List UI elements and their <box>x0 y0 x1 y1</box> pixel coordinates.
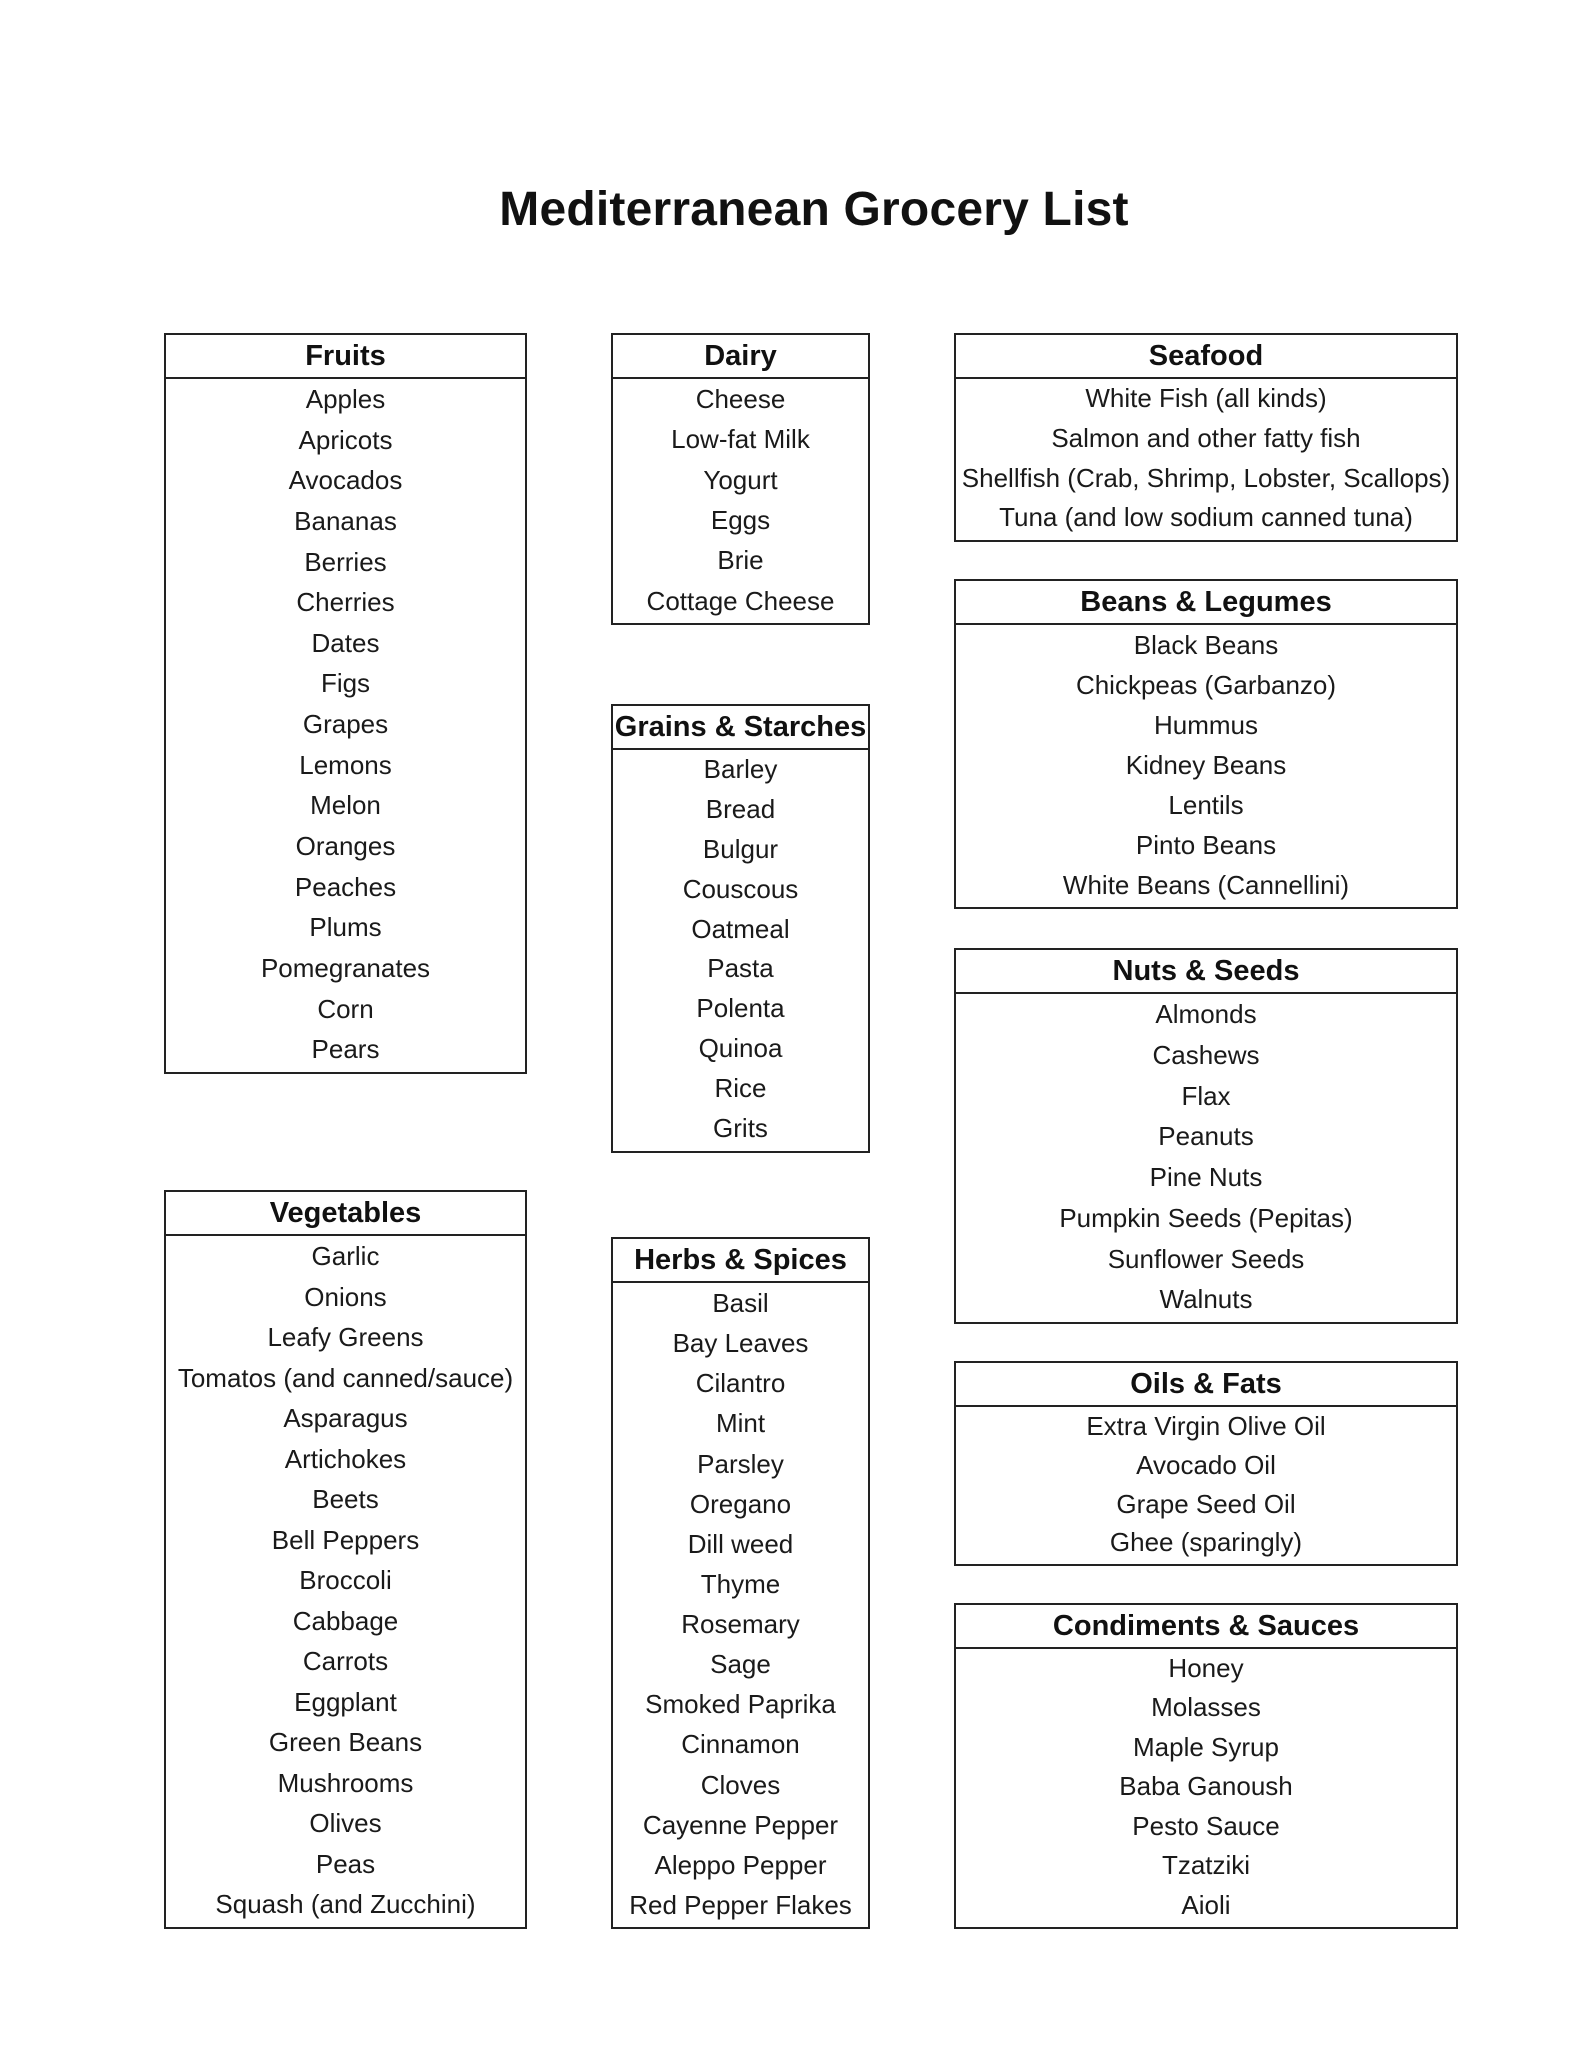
list-item: Salmon and other fatty fish <box>1051 422 1361 453</box>
list-item: Maple Syrup <box>1133 1731 1279 1762</box>
list-item: Apples <box>305 384 386 414</box>
list-item: Lemons <box>299 749 392 780</box>
list-item: Peanuts <box>1158 1121 1254 1152</box>
list-item: Low-fat Milk <box>671 424 810 455</box>
list-item: Rosemary <box>681 1609 800 1639</box>
list-item: Leafy Greens <box>267 1322 424 1353</box>
list-item: Broccoli <box>299 1565 392 1596</box>
list-item: Grape Seed Oil <box>1116 1488 1296 1519</box>
vegetables-header: Vegetables <box>166 1192 525 1236</box>
list-item: Cloves <box>700 1769 781 1800</box>
oils-header: Oils & Fats <box>956 1363 1456 1407</box>
list-item: Pomegranates <box>260 952 431 983</box>
list-item: Corn <box>317 993 374 1024</box>
fruits-header: Fruits <box>166 335 525 379</box>
list-item: Figs <box>320 668 371 699</box>
list-item: Molasses <box>1151 1692 1261 1723</box>
list-item: Quinoa <box>698 1033 783 1064</box>
list-item: Tuna (and low sodium canned tuna) <box>999 502 1413 533</box>
beans-legumes-list <box>954 579 1458 909</box>
list-item: Pesto Sauce <box>1132 1810 1280 1841</box>
list-item: Dill weed <box>687 1528 794 1559</box>
list-item: Berries <box>304 546 387 577</box>
grains-header: Grains & Starches <box>613 706 868 750</box>
oils-items <box>956 1407 1456 1562</box>
list-item: White Fish (all kinds) <box>1085 383 1327 413</box>
list-item: Melon <box>310 790 381 821</box>
list-item: Avocados <box>288 465 403 496</box>
list-item: Black Beans <box>1133 630 1279 660</box>
dairy-header: Dairy <box>613 335 868 379</box>
condiments-items <box>956 1649 1456 1925</box>
list-item: Eggplant <box>294 1686 397 1717</box>
list-item: Olives <box>309 1808 382 1839</box>
list-item: Lentils <box>1168 790 1244 820</box>
list-item: Bulgur <box>702 833 779 864</box>
nuts-seeds-list <box>954 948 1458 1324</box>
list-item: Mint <box>715 1408 766 1439</box>
list-item: Thyme <box>700 1568 781 1599</box>
list-item: Almonds <box>1155 999 1257 1029</box>
list-item: Oranges <box>295 831 396 862</box>
list-item: Grits <box>713 1113 768 1144</box>
list-item: Apricots <box>298 424 393 455</box>
list-item: Oatmeal <box>691 913 790 944</box>
herbs-spices-list <box>611 1237 870 1929</box>
list-item: Squash (and Zucchini) <box>215 1889 476 1920</box>
list-item: Aioli <box>1181 1889 1231 1920</box>
list-item: Mushrooms <box>277 1767 414 1798</box>
list-item: Aleppo Pepper <box>654 1849 827 1880</box>
list-item: Red Pepper Flakes <box>629 1889 852 1920</box>
list-item: Bell Peppers <box>271 1524 420 1555</box>
list-item: Couscous <box>682 873 799 904</box>
seafood-header: Seafood <box>956 335 1456 379</box>
seafood-items <box>956 379 1456 538</box>
condiments-sauces-list <box>954 1603 1458 1929</box>
list-item: Pine Nuts <box>1149 1162 1263 1192</box>
list-item: Cottage Cheese <box>646 585 835 616</box>
list-item: Peas <box>315 1848 376 1879</box>
beans-header: Beans & Legumes <box>956 581 1456 625</box>
list-item: Dates <box>311 627 380 658</box>
page-title: Mediterranean Grocery List <box>499 183 1129 236</box>
list-item: Beets <box>312 1484 379 1515</box>
list-item: Honey <box>1168 1653 1244 1683</box>
list-item: Plums <box>309 912 382 943</box>
oils-fats-list <box>954 1361 1458 1566</box>
list-item: Cheese <box>695 384 786 414</box>
list-item: Eggs <box>710 504 771 535</box>
list-item: Smoked Paprika <box>645 1689 836 1720</box>
nuts-header: Nuts & Seeds <box>956 950 1456 994</box>
list-item: Tomatos (and canned/sauce) <box>177 1362 514 1393</box>
list-item: Sunflower Seeds <box>1107 1243 1305 1274</box>
list-item: Polenta <box>696 993 785 1024</box>
list-item: Flax <box>1181 1080 1231 1111</box>
list-item: Brie <box>717 545 764 576</box>
list-item: Peaches <box>294 871 397 902</box>
list-item: White Beans (Cannellini) <box>1062 870 1350 900</box>
list-item: Chickpeas (Garbanzo) <box>1075 670 1337 700</box>
list-item: Rice <box>714 1073 767 1104</box>
list-item: Onions <box>304 1281 387 1312</box>
list-item: Tzatziki <box>1161 1850 1251 1881</box>
herbs-header: Herbs & Spices <box>613 1239 868 1283</box>
grains-items <box>613 750 868 1149</box>
list-item: Grapes <box>302 709 389 740</box>
grains-starches-list <box>611 704 870 1153</box>
list-item: Cinnamon <box>681 1729 800 1760</box>
list-item: Artichokes <box>284 1443 407 1474</box>
list-item: Bananas <box>294 505 397 536</box>
list-item: Kidney Beans <box>1125 750 1287 780</box>
list-item: Cabbage <box>292 1605 399 1636</box>
dairy-list <box>611 333 870 625</box>
list-item: Hummus <box>1153 710 1258 740</box>
list-item: Asparagus <box>283 1403 408 1434</box>
list-item: Green Beans <box>268 1727 423 1758</box>
list-item: Oregano <box>689 1488 792 1519</box>
list-item: Parsley <box>697 1448 784 1479</box>
fruits-list <box>164 333 527 1074</box>
list-item: Cherries <box>296 587 395 618</box>
list-item: Sage <box>710 1649 771 1680</box>
list-item: Garlic <box>311 1241 380 1271</box>
herbs-items <box>613 1283 868 1925</box>
list-item: Barley <box>703 754 778 784</box>
list-item: Cashews <box>1152 1039 1260 1070</box>
list-item: Bay Leaves <box>672 1328 809 1359</box>
list-item: Cayenne Pepper <box>642 1809 839 1840</box>
list-item: Pumpkin Seeds (Pepitas) <box>1059 1202 1353 1233</box>
list-item: Extra Virgin Olive Oil <box>1086 1411 1326 1441</box>
condiments-header: Condiments & Sauces <box>956 1605 1456 1649</box>
list-item: Ghee (sparingly) <box>1109 1527 1303 1558</box>
list-item: Baba Ganoush <box>1119 1771 1293 1802</box>
vegetables-items <box>166 1236 525 1925</box>
list-item: Cilantro <box>695 1368 786 1399</box>
list-item: Bread <box>705 793 776 824</box>
list-item: Yogurt <box>703 464 778 495</box>
list-item: Shellfish (Crab, Shrimp, Lobster, Scallops) <box>961 462 1451 493</box>
list-item: Walnuts <box>1159 1284 1253 1315</box>
fruits-items <box>166 379 525 1070</box>
beans-items <box>956 625 1456 905</box>
list-item: Pears <box>311 1034 380 1065</box>
list-item: Basil <box>712 1288 769 1318</box>
vegetables-list <box>164 1190 527 1929</box>
list-item: Carrots <box>302 1646 389 1677</box>
list-item: Pasta <box>707 953 774 984</box>
nuts-items <box>956 994 1456 1320</box>
seafood-list <box>954 333 1458 542</box>
list-item: Avocado Oil <box>1136 1449 1276 1480</box>
list-item: Pinto Beans <box>1135 830 1277 860</box>
dairy-items <box>613 379 868 621</box>
